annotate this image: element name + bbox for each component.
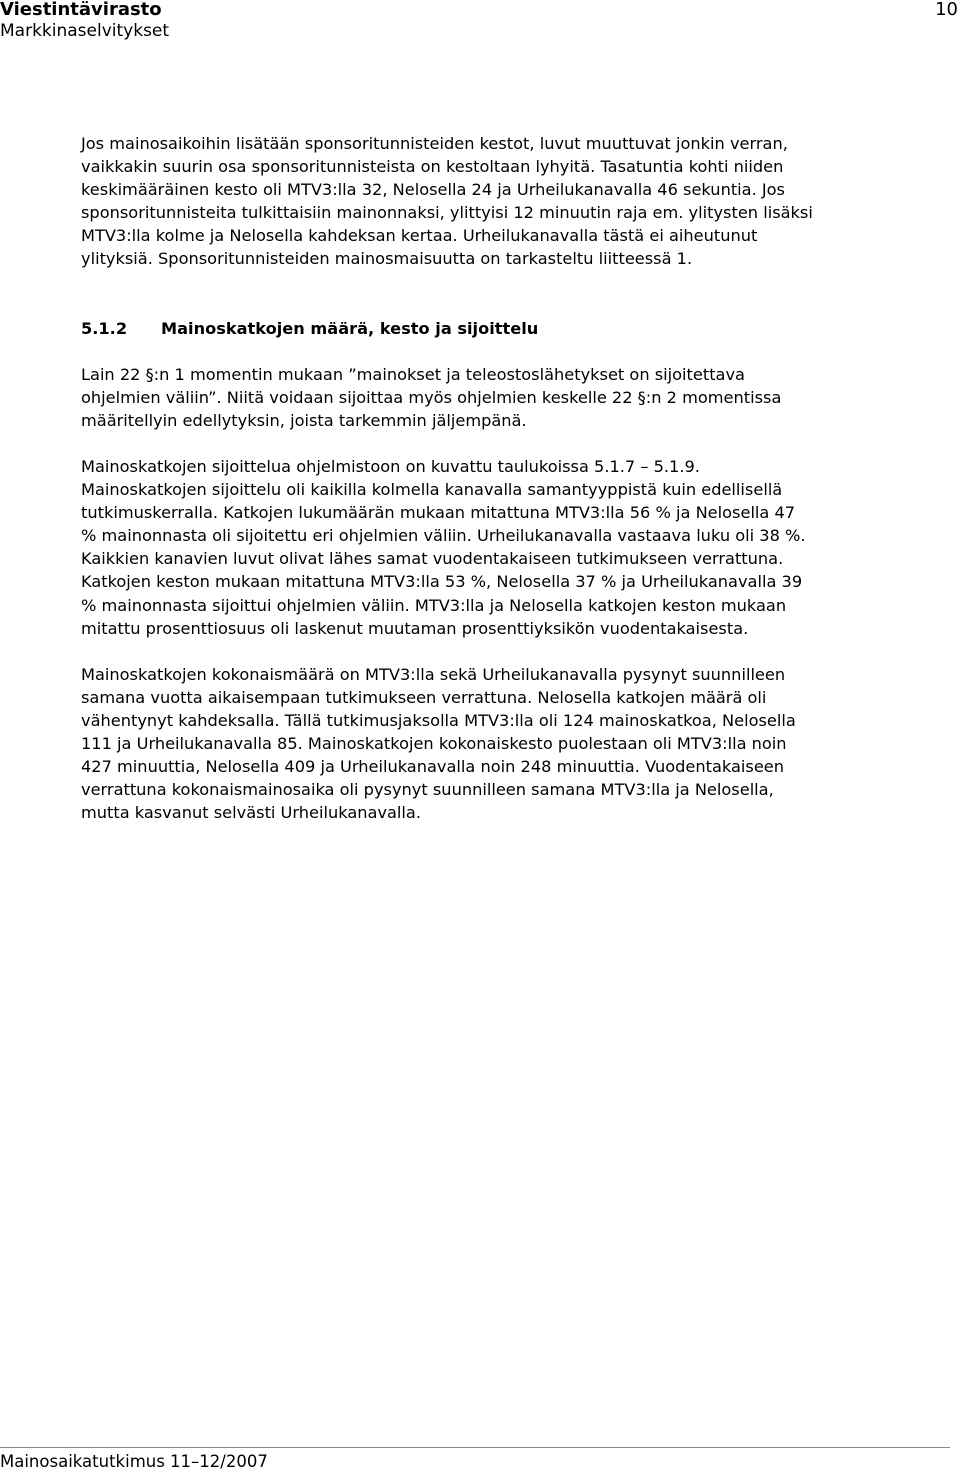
text-line: Katkojen keston mukaan mitattuna MTV3:lla 53 %, Nelosella 37 % ja Urheilukanavalla 39: [81, 572, 803, 592]
text-line: keskimääräinen kesto oli MTV3:lla 32, Nelosella 24 ja Urheilukanavalla 46 sekuntia. Jos: [81, 180, 785, 200]
text-line: määritellyin edellytyksin, joista tarkemmin jäljempänä.: [81, 410, 527, 430]
text-line: Mainoskatkojen kokonaismäärä on MTV3:lla sekä Urheilukanavalla pysynyt suunnilleen: [81, 664, 786, 684]
organization-name: Viestintävirasto: [0, 0, 162, 20]
text-line: 111 ja Urheilukanavalla 85. Mainoskatkojen kokonaiskesto puolestaan oli MTV3:lla noin: [81, 733, 787, 753]
text-line: samana vuotta aikaisempaan tutkimukseen verrattuna. Nelosella katkojen määrä oli: [81, 687, 767, 707]
section-title: Mainoskatkojen määrä, kesto ja sijoittelu: [161, 318, 539, 338]
paragraph-sponsor-tags: [81, 132, 941, 271]
department-name: Markkinaselvitykset: [0, 21, 170, 41]
paragraph-law-reference: [81, 363, 941, 432]
text-line: mutta kasvanut selvästi Urheilukanavalla.: [81, 803, 421, 823]
text-line: ohjelmien väliin”. Niitä voidaan sijoittaa myös ohjelmien keskelle 22 §:n 2 momentissa: [81, 387, 782, 407]
text-line: Jos mainosaikoihin lisätään sponsoritunnisteiden kestot, luvut muuttuvat jonkin verran,: [81, 134, 788, 153]
page-header: [0, 0, 960, 50]
text-line: 427 minuuttia, Nelosella 409 ja Urheilukanavalla noin 248 minuuttia. Vuodentakaiseen: [81, 757, 785, 777]
text-line: Mainoskatkojen sijoittelu oli kaikilla kolmella kanavalla samantyyppistä kuin edellisellä: [81, 480, 783, 500]
text-line: Mainoskatkojen sijoittelua ohjelmistoon on kuvattu taulukoissa 5.1.7 – 5.1.9.: [81, 456, 700, 476]
section-heading: [81, 317, 941, 340]
text-line: ylityksiä. Sponsoritunnisteiden mainosmaisuutta on tarkasteltu liitteessä 1.: [81, 249, 693, 269]
document-body: [81, 132, 941, 824]
text-line: vaikkakin suurin osa sponsoritunnisteista on kestoltaan lyhyitä. Tasatuntia kohti niiden: [81, 157, 784, 177]
text-line: verrattuna kokonaismainosaika oli pysynyt suunnilleen samana MTV3:lla ja Nelosella,: [81, 780, 774, 800]
text-line: % mainonnasta sijoittui ohjelmien väliin. MTV3:lla ja Nelosella katkojen keston mukaan: [81, 595, 787, 615]
text-line: % mainonnasta oli sijoitettu eri ohjelmien väliin. Urheilukanavalla vastaava luku oli 38 %.: [81, 526, 806, 546]
paragraph-break-placement: [81, 455, 941, 640]
text-line: sponsoritunnisteita tulkittaisiin mainonnaksi, ylittyisi 12 minuutin raja em. ylitysten lisäksi: [81, 203, 813, 223]
text-line: vähentynyt kahdeksalla. Tällä tutkimusjaksolla MTV3:lla oli 124 mainoskatkoa, Nelosella: [81, 710, 796, 730]
section-number: 5.1.2: [81, 318, 128, 338]
text-line: Kaikkien kanavien luvut olivat lähes samat vuodentakaiseen tutkimukseen verrattuna.: [81, 549, 784, 569]
paragraph-break-totals: [81, 663, 941, 825]
footer-divider: [0, 1447, 950, 1448]
text-line: MTV3:lla kolme ja Nelosella kahdeksan kertaa. Urheilukanavalla tästä ei aiheutunut: [81, 226, 758, 246]
footer-publication-title: Mainosaikatutkimus 11–12/2007: [0, 1452, 268, 1471]
text-line: mitattu prosenttiosuus oli laskenut muutaman prosenttiyksikön vuodentakaisesta.: [81, 618, 749, 638]
page-number: 10: [935, 0, 958, 20]
text-line: tutkimuskerralla. Katkojen lukumäärän mukaan mitattuna MTV3:lla 56 % ja Nelosella 47: [81, 503, 796, 523]
text-line: Lain 22 §:n 1 momentin mukaan ”mainokset ja teleostoslähetykset on sijoitettava: [81, 364, 745, 384]
